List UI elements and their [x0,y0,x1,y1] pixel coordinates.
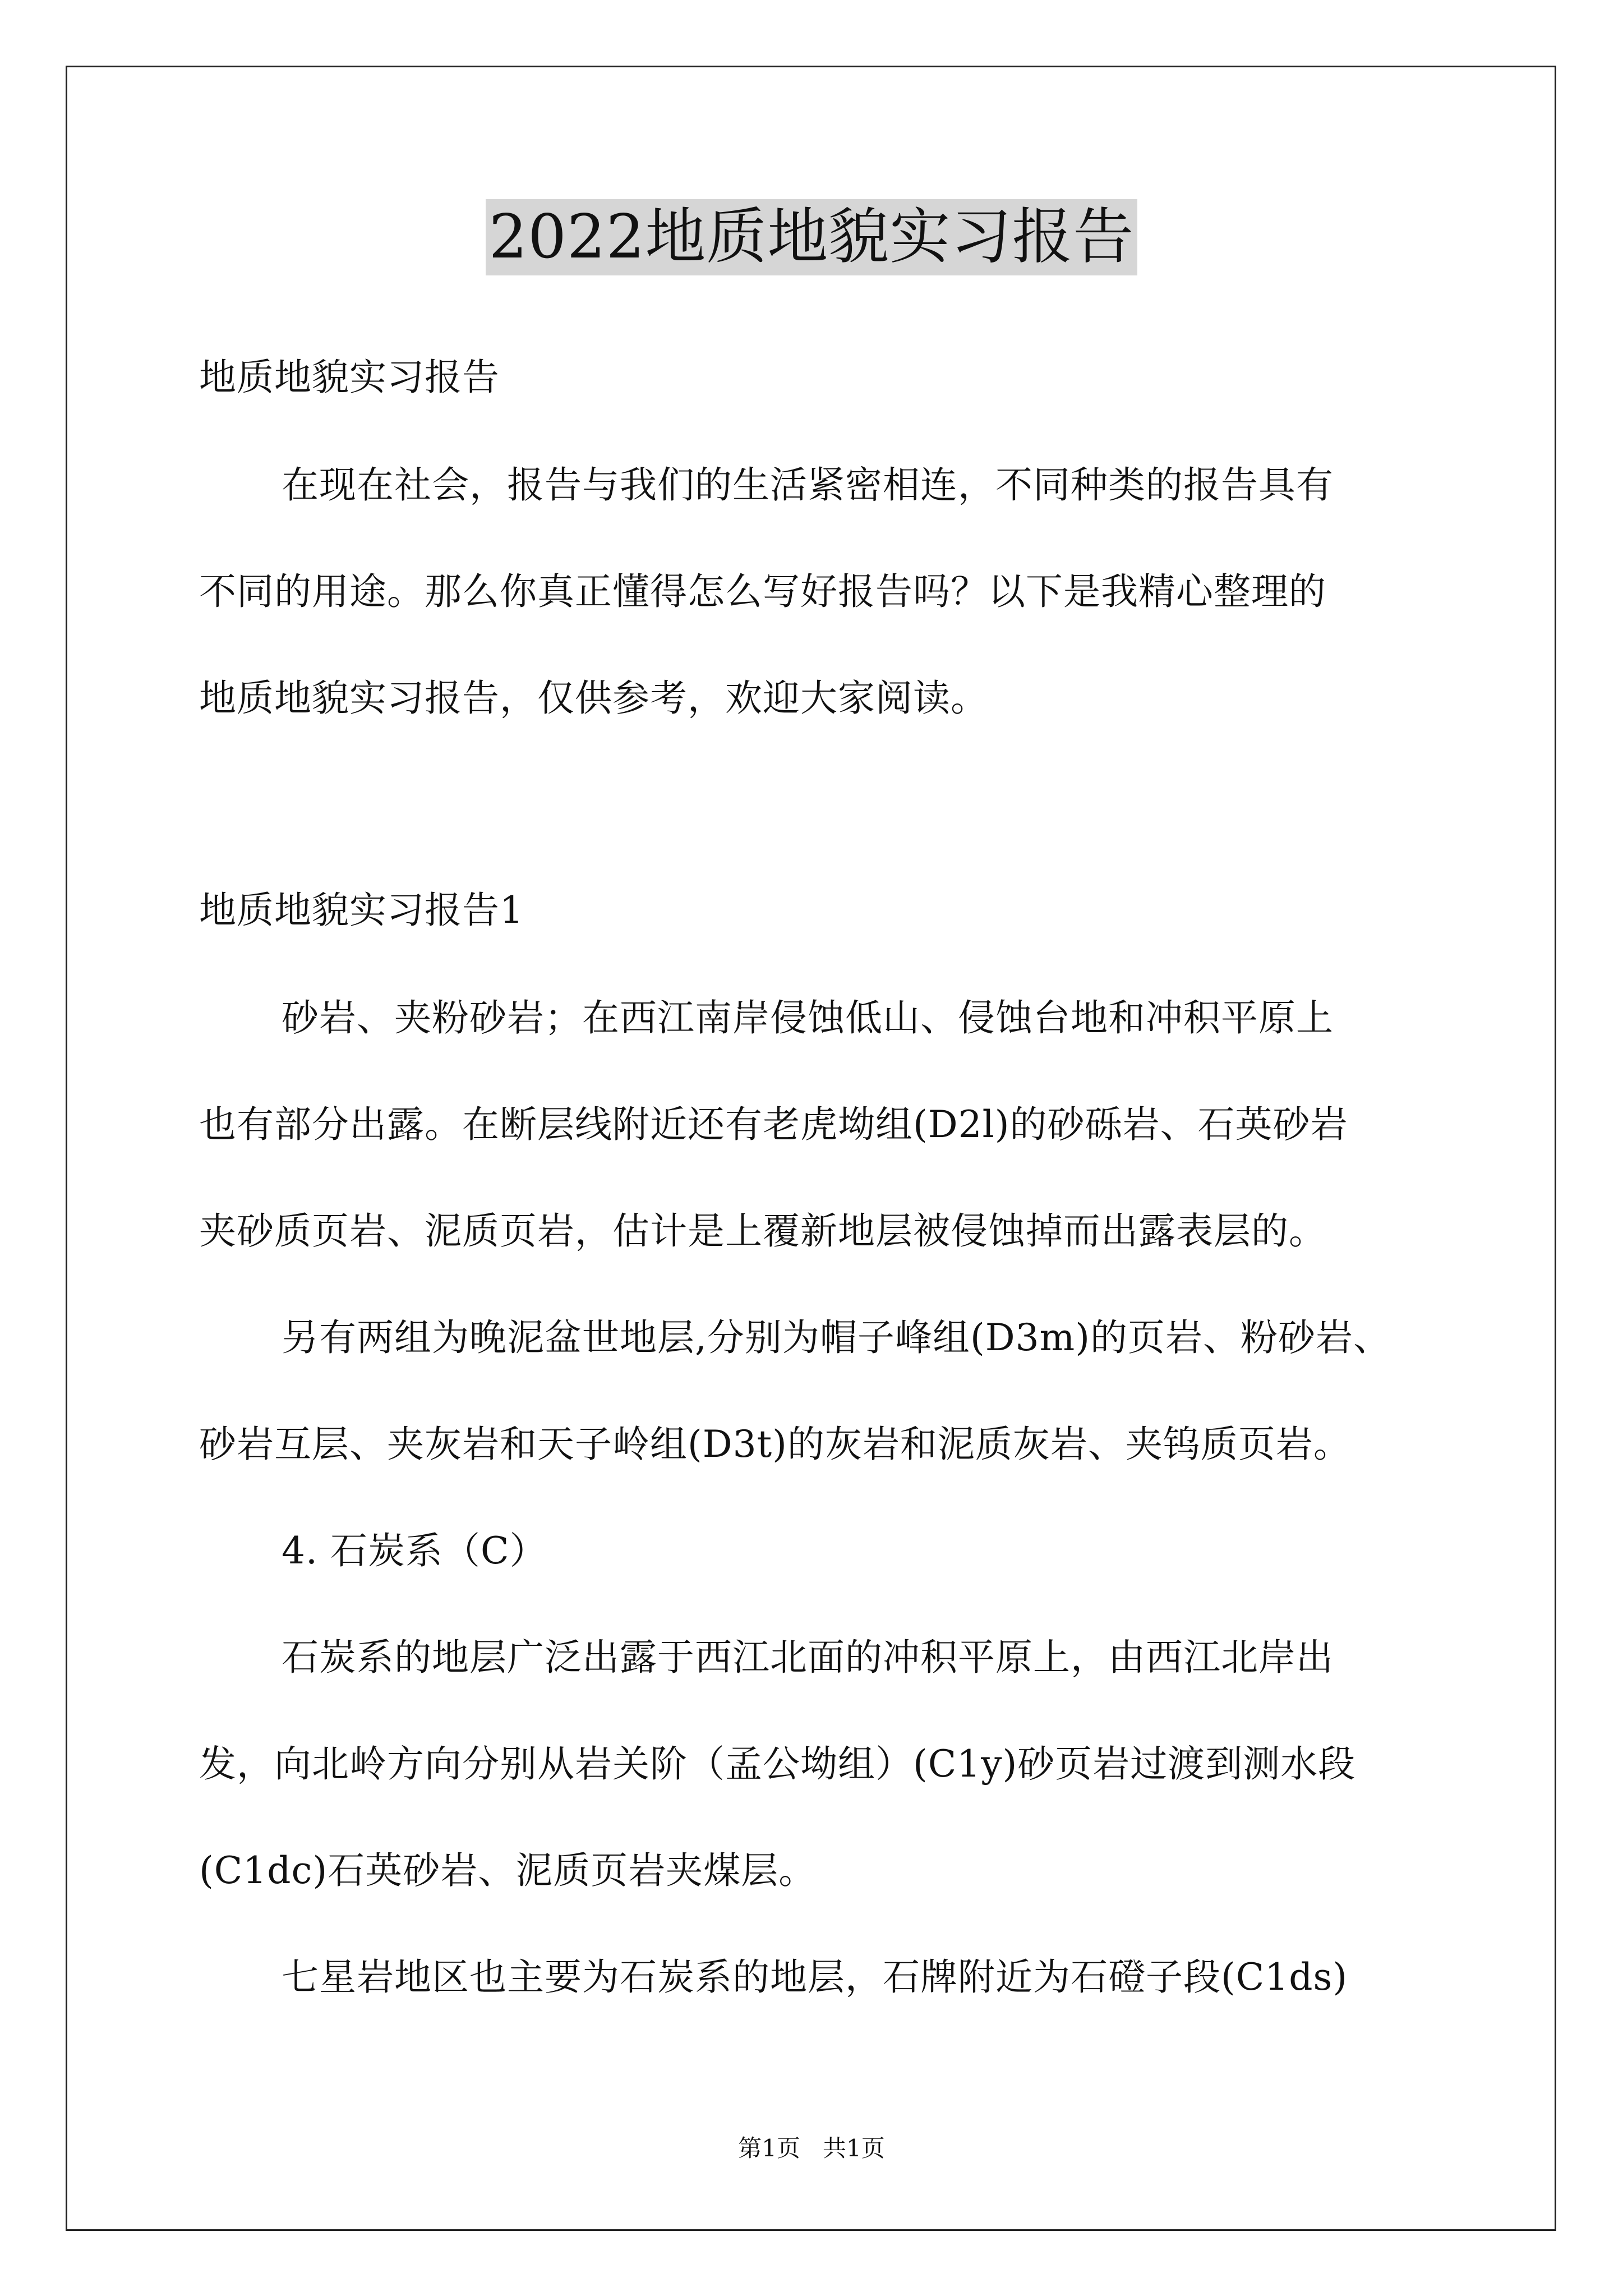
body-line-3: 夹砂质页岩、泥质页岩，估计是上覆新地层被侵蚀掉而出露表层的。 [199,1209,1326,1253]
body-line-5: 砂岩互层、夹灰岩和天子岭组(D3t)的灰岩和泥质灰岩、夹钨质页岩。 [199,1423,1351,1466]
section-heading: 地质地貌实习报告1 [199,889,524,932]
body-line-7: 发，向北岭方向分别从岩关阶（孟公坳组）(C1y)砂页岩过渡到测水段 [199,1742,1356,1786]
subtitle-line: 地质地貌实习报告 [199,356,500,399]
subsection-heading: 4. 石炭系（C） [282,1529,547,1572]
body-line-4: 另有两组为晚泥盆世地层,分别为帽子峰组(D3m)的页岩、粉砂岩、 [282,1316,1391,1359]
body-line-9: 七星岩地区也主要为石炭系的地层，石牌附近为石磴子段(C1ds) [282,1955,1348,1999]
body-line-6: 石炭系的地层广泛出露于西江北面的冲积平原上，由西江北岸出 [282,1636,1334,1679]
body-line-1: 砂岩、夹粉砂岩；在西江南岸侵蚀低山、侵蚀台地和冲积平原上 [282,996,1334,1039]
body-line-2: 也有部分出露。在断层线附近还有老虎坳组(D2l)的砂砾岩、石英砂岩 [199,1103,1348,1146]
page-footer: 第1页 共1页 [738,2134,885,2162]
intro-line-1: 在现在社会，报告与我们的生活紧密相连，不同种类的报告具有 [282,463,1334,507]
title-container [0,199,1623,275]
intro-line-2: 不同的用途。那么你真正懂得怎么写好报告吗？以下是我精心整理的 [199,570,1326,613]
body-line-8: (C1dc)石英砂岩、泥质页岩夹煤层。 [199,1849,817,1892]
intro-line-3: 地质地貌实习报告，仅供参考，欢迎大家阅读。 [199,677,988,720]
document-title: 2022地质地貌实习报告 [486,199,1138,275]
